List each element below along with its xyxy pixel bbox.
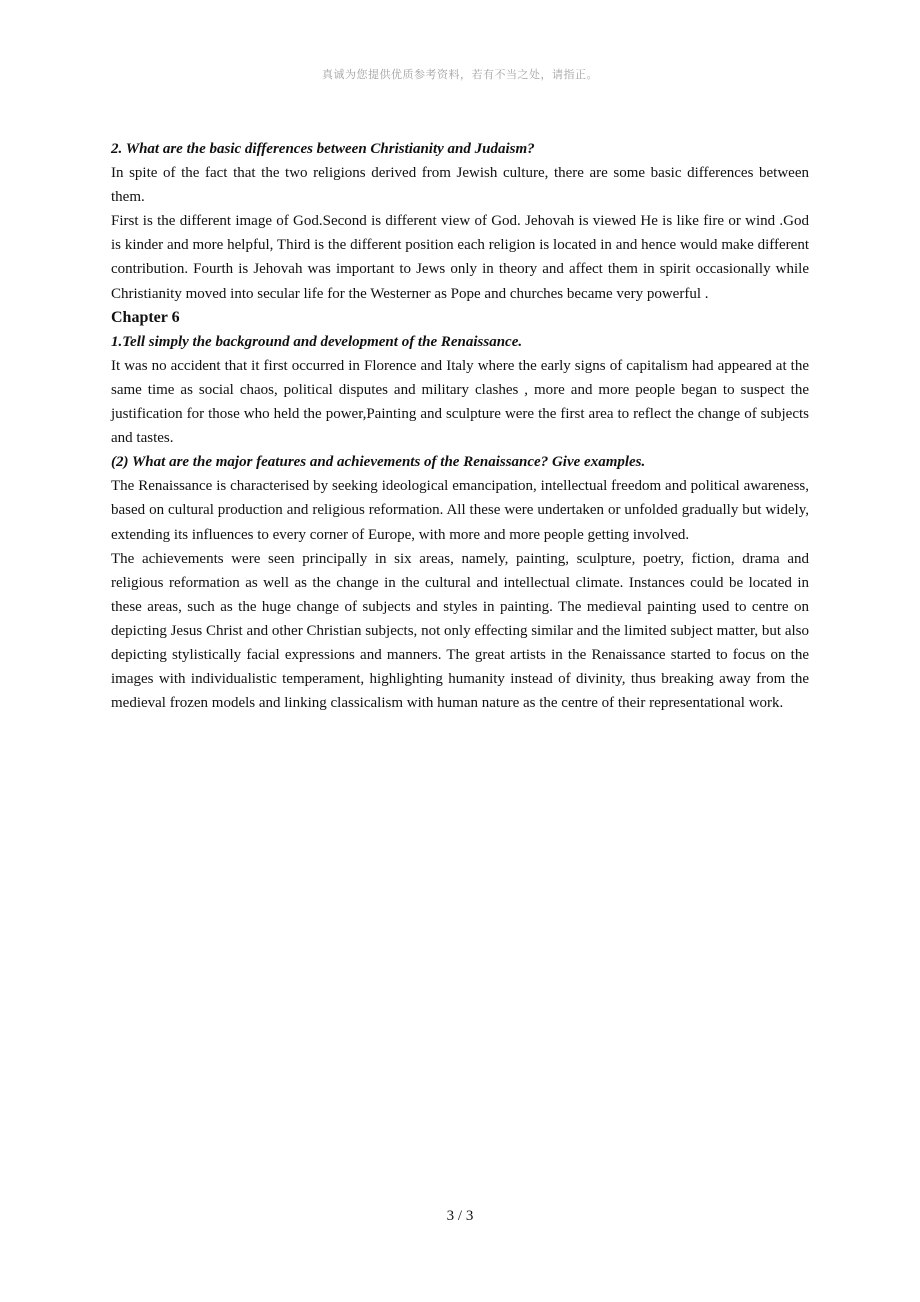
- header-note: 真诚为您提供优质参考资料，若有不当之处，请指正。: [322, 68, 598, 81]
- paragraph: First is the different image of God.Second is different view of God. Jehovah is viewed He is like fire or wind .God is kinder and more helpful, Third is the different position each religion is located in and hence would make different contribution. Fourth is Jehovah was important to Jews only in theory and affect them in spirit occasionally while Christianity moved into secular life for the Westerner as Pope and churches became very powerful .: [111, 213, 809, 302]
- paragraph: It was no accident that it first occurred in Florence and Italy where the early signs of capitalism had appeared at the same time as social chaos, political disputes and military clashes , more and more people began to suspect the justification for those who held the power,Painting and sculpture were the first area to reflect the change of subjects and tastes.: [111, 357, 809, 447]
- paragraph: In spite of the fact that the two religions derived from Jewish culture, there are some basic differences between them.: [111, 165, 809, 206]
- question-heading-christianity-judaism: 2. What are the basic differences between Christianity and Judaism?: [111, 141, 535, 157]
- chapter-title: Chapter 6: [111, 308, 180, 326]
- document-body: [111, 137, 809, 715]
- question-heading-renaissance-background: 1.Tell simply the background and development of the Renaissance.: [111, 333, 523, 350]
- question-heading-renaissance-features: (2) What are the major features and achievements of the Renaissance? Give examples.: [111, 454, 646, 471]
- paragraph: The achievements were seen principally in six areas, namely, painting, sculpture, poetry, fiction, drama and religious reformation as well as the change in the cultural and intellectual climate. Instances could be located in these areas, such as the huge change of subjects and styles in painting. The medieval painting used to centre on depicting Jesus Christ and other Christian subjects, not only effecting similar and the limited subject matter, but also depicting stylistically facial expressions and manners. The great artists in the Renaissance started to focus on the images with individualistic temperament, highlighting humanity instead of divinity, thus breaking away from the medieval frozen models and linking classicalism with human nature as the centre of their representational work.: [111, 550, 809, 712]
- paragraph: The Renaissance is characterised by seeking ideological emancipation, intellectual freedom and political awareness, based on cultural production and religious reformation. All these were undertaken or unfolded gradually but widely, extending its influences to every corner of Europe, with more and more people getting involved.: [111, 478, 809, 543]
- page-number: 3 / 3: [446, 1208, 474, 1224]
